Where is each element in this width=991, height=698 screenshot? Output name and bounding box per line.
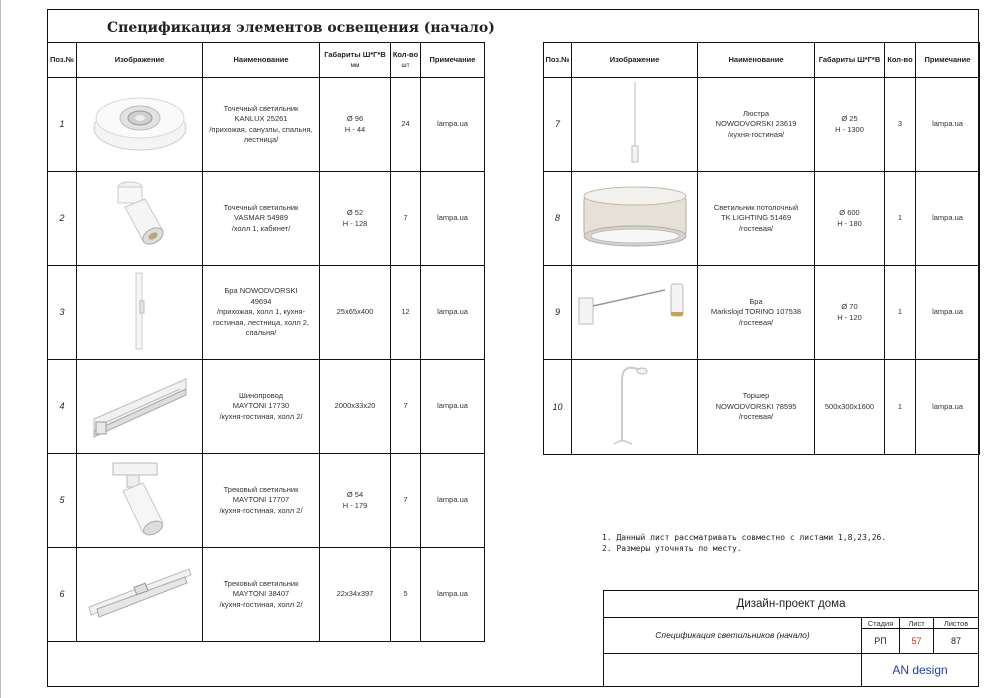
row-number: 7 bbox=[544, 78, 572, 172]
track-spot-icon bbox=[77, 459, 202, 543]
fixture-image-cell bbox=[572, 266, 698, 360]
col-header-dims: Габариты Ш*Г*В bbox=[815, 43, 885, 78]
wall-sconce-icon bbox=[77, 271, 202, 355]
fixture-qty: 7 bbox=[391, 360, 421, 454]
sheets-total: 87 bbox=[934, 629, 978, 654]
fixture-image-cell bbox=[572, 172, 698, 266]
fixture-dims-line: H - 1300 bbox=[835, 124, 864, 134]
fixture-name-line: MAYTONI 17707 bbox=[232, 495, 290, 505]
fixture-dims bbox=[815, 172, 885, 266]
fixture-name-line: Трековый светильник bbox=[223, 484, 299, 494]
fixture-image-cell bbox=[77, 78, 203, 172]
spec-table-left bbox=[47, 42, 485, 642]
sheet-title: Спецификация светильников (начало) bbox=[604, 618, 862, 654]
fixture-name bbox=[203, 172, 320, 266]
stage-value: РП bbox=[862, 629, 900, 654]
fixture-name bbox=[698, 360, 815, 455]
fixture-name bbox=[203, 548, 320, 642]
fixture-dims-line: H - 180 bbox=[837, 218, 862, 228]
fixture-name-line: NOWODVORSKI 78595 bbox=[715, 401, 797, 411]
fixture-qty: 7 bbox=[391, 172, 421, 266]
sheet-number: 57 bbox=[900, 629, 934, 654]
track-rail-icon bbox=[77, 367, 202, 446]
col-header-image: Изображение bbox=[77, 43, 203, 78]
fixture-dims-line: 2000x33x20 bbox=[334, 401, 376, 411]
fixture-name-line: Люстра bbox=[742, 108, 770, 118]
qty-label: Кол-во bbox=[392, 49, 419, 59]
spec-table-right bbox=[543, 42, 980, 455]
fixture-name-line: /кухня-гостиная, холл 2/ bbox=[219, 411, 303, 421]
fixture-name-line: /гостевая/ bbox=[738, 223, 774, 233]
fixture-image-cell bbox=[77, 266, 203, 360]
col-header-qty: Кол-во bbox=[885, 43, 916, 78]
fixture-image-cell bbox=[572, 360, 698, 455]
fixture-qty: 1 bbox=[885, 360, 916, 455]
fixture-name-line: /прихожая, холл 1, кухня- bbox=[216, 307, 306, 317]
fixture-dims-line: Ø 25 bbox=[841, 114, 858, 123]
fixture-dims bbox=[320, 78, 391, 172]
table-row bbox=[48, 548, 485, 642]
col-header-image: Изображение bbox=[572, 43, 698, 78]
row-number: 6 bbox=[48, 548, 77, 642]
fixture-qty: 3 bbox=[885, 78, 916, 172]
fixture-dims-line: 22x34x397 bbox=[336, 589, 374, 599]
fixture-name-line: Торшер bbox=[742, 391, 770, 400]
row-number: 8 bbox=[544, 172, 572, 266]
fixture-name-line: Трековый светильник bbox=[223, 578, 299, 588]
fixture-name-line: Точечный светильник bbox=[223, 103, 299, 113]
fixture-qty: 12 bbox=[391, 266, 421, 360]
company-name: AN design bbox=[892, 663, 948, 677]
table-row bbox=[48, 78, 485, 172]
fixture-dims-line: H - 120 bbox=[837, 312, 862, 322]
fixture-dims-line: Ø 52 bbox=[346, 208, 364, 217]
fixture-name bbox=[203, 454, 320, 548]
fixture-name-line: /гостевая/ bbox=[738, 317, 774, 327]
fixture-note: lampa.ua bbox=[916, 266, 980, 360]
fixture-name-line: Шинопровод bbox=[238, 390, 284, 400]
note-line: 1. Данный лист рассматривать совместно с листами 1,8,23,26. bbox=[602, 533, 887, 542]
fixture-qty: 5 bbox=[391, 548, 421, 642]
qty-unit: шт bbox=[401, 61, 410, 69]
fixture-note: lampa.ua bbox=[421, 454, 485, 548]
fixture-note: lampa.ua bbox=[916, 360, 980, 455]
table-row bbox=[544, 360, 980, 455]
fixture-note: lampa.ua bbox=[421, 548, 485, 642]
note-line: 2. Размеры уточнять по месту. bbox=[602, 544, 742, 553]
fixture-name bbox=[203, 266, 320, 360]
fixture-dims-line: Ø 600 bbox=[839, 208, 860, 217]
col-header-pos: Поз.№ bbox=[48, 43, 77, 78]
fixture-dims-line: Ø 96 bbox=[346, 114, 364, 123]
fixture-dims bbox=[320, 172, 391, 266]
table-row bbox=[48, 266, 485, 360]
fixture-dims-line: H - 128 bbox=[342, 218, 368, 228]
floor-lamp-icon bbox=[572, 360, 697, 454]
fixture-name-line: лестница/ bbox=[243, 135, 279, 144]
dims-unit: мм bbox=[350, 61, 360, 69]
col-header-name: Наименование bbox=[203, 43, 320, 78]
fixture-name-line: Markslojd TORINO 107538 bbox=[710, 307, 802, 317]
fixture-image-cell bbox=[77, 172, 203, 266]
fixture-note: lampa.ua bbox=[421, 360, 485, 454]
col-header-dims bbox=[320, 43, 391, 78]
table-row bbox=[48, 172, 485, 266]
fixture-name-line: MAYTONI 17730 bbox=[232, 401, 290, 411]
fixture-dims-line: H - 179 bbox=[342, 500, 368, 510]
col-header-qty bbox=[391, 43, 421, 78]
table-row bbox=[544, 78, 980, 172]
fixture-name-line: /холл 1, кабинет/ bbox=[231, 223, 291, 233]
fixture-name-line: NOWODVORSKI 23619 bbox=[715, 119, 797, 129]
fixture-name-line: Бра bbox=[749, 296, 763, 306]
fixture-dims bbox=[320, 454, 391, 548]
fixture-dims bbox=[320, 266, 391, 360]
fixture-image-cell bbox=[572, 78, 698, 172]
row-number: 5 bbox=[48, 454, 77, 548]
row-number: 9 bbox=[544, 266, 572, 360]
fixture-image-cell bbox=[77, 360, 203, 454]
row-number: 4 bbox=[48, 360, 77, 454]
fixture-name-line: 49694 bbox=[250, 296, 272, 306]
stage-label: Стадия bbox=[862, 618, 900, 629]
fixture-name-line: MAYTONI 38407 bbox=[232, 589, 290, 599]
row-number: 2 bbox=[48, 172, 77, 266]
swing-arm-sconce-icon bbox=[572, 276, 697, 350]
fixture-dims bbox=[320, 548, 391, 642]
row-number: 10 bbox=[544, 360, 572, 455]
row-number: 1 bbox=[48, 78, 77, 172]
sheets-label: Листов bbox=[934, 618, 978, 629]
col-header-name: Наименование bbox=[698, 43, 815, 78]
col-header-note: Примечание bbox=[916, 43, 980, 78]
col-header-pos: Поз.№ bbox=[544, 43, 572, 78]
fixture-name bbox=[203, 360, 320, 454]
fixture-name-line: спальня/ bbox=[245, 328, 277, 338]
table-row bbox=[48, 454, 485, 548]
fixture-dims-line: Ø 70 bbox=[841, 302, 858, 311]
fixture-note: lampa.ua bbox=[421, 266, 485, 360]
fixture-name-line: /прихожая, санузлы, спальня, bbox=[209, 124, 313, 134]
project-name: Дизайн-проект дома bbox=[604, 591, 978, 618]
title-block bbox=[603, 590, 979, 687]
fixture-qty: 1 bbox=[885, 172, 916, 266]
fixture-qty: 7 bbox=[391, 454, 421, 548]
fixture-dims bbox=[815, 360, 885, 455]
pendant-icon bbox=[572, 80, 697, 169]
page-title: Спецификация элементов освещения (начало) bbox=[107, 20, 495, 36]
spot-light-icon bbox=[77, 179, 202, 258]
fixture-name-line: KANLUX 25261 bbox=[234, 114, 288, 123]
fixture-qty: 24 bbox=[391, 78, 421, 172]
fixture-note: lampa.ua bbox=[916, 78, 980, 172]
fixture-name bbox=[698, 172, 815, 266]
fixture-image-cell bbox=[77, 454, 203, 548]
fixture-note: lampa.ua bbox=[421, 78, 485, 172]
fixture-dims-line: 25x65x400 bbox=[336, 307, 374, 317]
table-row bbox=[544, 172, 980, 266]
fixture-dims bbox=[320, 360, 391, 454]
fixture-name bbox=[698, 78, 815, 172]
fixture-dims bbox=[815, 78, 885, 172]
track-linear-icon bbox=[77, 563, 202, 627]
fixture-image-cell bbox=[77, 548, 203, 642]
table-row bbox=[48, 360, 485, 454]
fixture-dims-line: 500x300x1600 bbox=[824, 401, 875, 411]
fixture-name-line: VASMAR 54989 bbox=[233, 213, 289, 223]
fixture-note: lampa.ua bbox=[916, 172, 980, 266]
fixture-dims-line: Ø 54 bbox=[346, 490, 364, 499]
fixture-name bbox=[203, 78, 320, 172]
col-header-note: Примечание bbox=[421, 43, 485, 78]
fixture-qty: 1 bbox=[885, 266, 916, 360]
sheet-label: Лист bbox=[900, 618, 934, 629]
fixture-name-line: /кухня-гостиная, холл 2/ bbox=[219, 505, 303, 515]
title-block-empty-cell bbox=[604, 654, 862, 686]
fixture-name-line: Точечный светильник bbox=[223, 202, 299, 212]
table-row bbox=[544, 266, 980, 360]
ceiling-light-icon bbox=[572, 182, 697, 256]
fixture-name-line: TK LIGHTING 51469 bbox=[720, 213, 792, 223]
fixture-name-line: /кухня-гостиная/ bbox=[727, 129, 785, 139]
fixture-note: lampa.ua bbox=[421, 172, 485, 266]
table-header-row bbox=[544, 43, 980, 78]
fixture-name-line: гостиная, лестница, холл 2, bbox=[212, 317, 310, 327]
fixture-dims-line: H - 44 bbox=[344, 124, 366, 134]
dims-label: Габариты Ш*Г*В bbox=[324, 49, 386, 59]
table-header-row bbox=[48, 43, 485, 78]
fixture-name bbox=[698, 266, 815, 360]
fixture-name-line: /гостевая/ bbox=[738, 412, 774, 421]
fixture-dims bbox=[815, 266, 885, 360]
page-edge-line bbox=[0, 0, 1, 698]
fixture-name-line: Светильник потолочный bbox=[713, 202, 799, 212]
notes-block bbox=[602, 532, 886, 554]
fixture-name-line: Бра NOWODVORSKI bbox=[224, 286, 298, 296]
row-number: 3 bbox=[48, 266, 77, 360]
recessed-downlight-icon bbox=[77, 88, 202, 162]
fixture-name-line: /кухня-гостиная, холл 2/ bbox=[219, 599, 303, 609]
